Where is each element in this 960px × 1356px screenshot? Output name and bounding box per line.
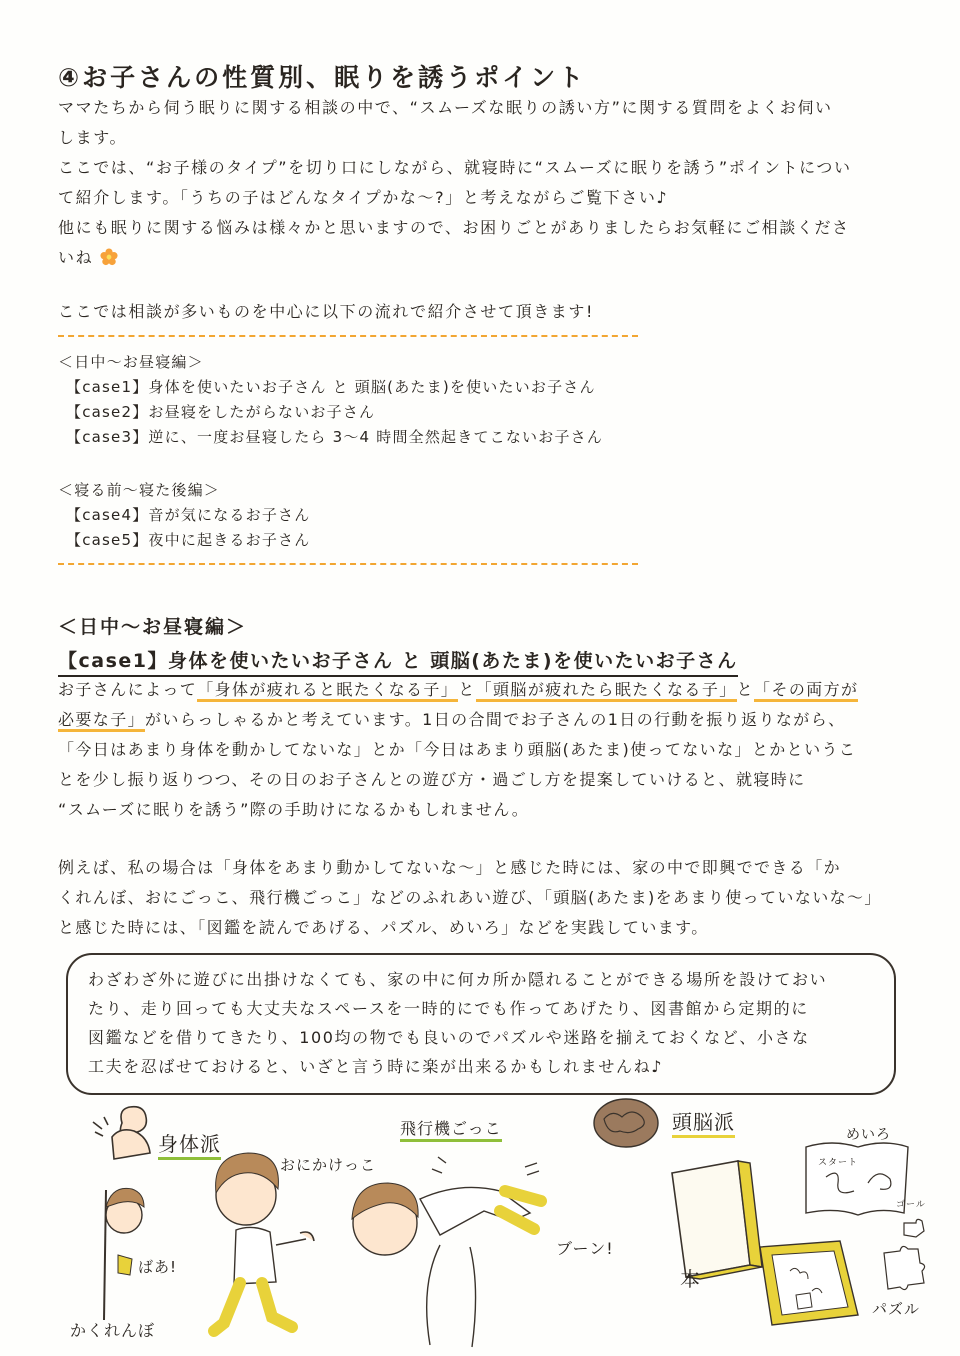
toc-section1-heading: ＜日中～お昼寝編＞ [58,353,204,371]
label-brain-type: 頭脳派 [672,1106,735,1138]
flow-intro: ここでは相談が多いものを中心に以下の流れで紹介させて頂きます! [58,302,595,321]
maze-book-icon [806,1143,908,1215]
airplane-play-icon [352,1157,541,1347]
intro-line-5: 他にも眠りに関する悩みは様々かと思いますので、お困りごとがありましたらお気軽にご相談くださ [58,218,850,237]
label-maze-start: スタート [818,1158,859,1168]
brain-icon [594,1099,658,1147]
text: お子さんによって [58,680,198,699]
intro-line-6-wrap [58,243,118,272]
book-icon [672,1161,762,1279]
example-line-1: 例えば、私の場合は「身体をあまり動かしてないな～」と感じた時には、家の中で即興でできる「か [58,858,842,877]
label-book: 本 [680,1267,701,1291]
case1-line-1 [58,675,858,705]
tip-line-3: 図鑑などを借りてきたり、100均の物でも良いのでパズルや迷路を揃えておくなど、小さな [88,1028,810,1047]
highlight-body: 「身体が疲れると眠たくなる子」 [197,680,458,702]
example-line-2: くれんぼ、おにごっこ、飛行機ごっこ」などのふれあい遊び、「頭脳(あたま)をあまり使っていないな～」 [58,888,882,907]
case1-line-5: “スムーズに眠りを誘う”際の手助けになるかもしれません。 [58,800,530,819]
toc-item-case4: 【case4】音が気になるお子さん [66,506,311,524]
label-meiro: めいろ [846,1127,891,1143]
toc-section2-heading: ＜寝る前～寝た後編＞ [58,481,221,499]
toc-item-case5: 【case5】夜中に起きるお子さん [66,531,311,549]
case1-title: 【case1】身体を使いたいお子さん と 頭脳(あたま)を使いたいお子さん [58,646,738,677]
intro-line-2: します。 [58,128,128,147]
label-hikouki: 飛行機ごっこ [400,1116,502,1142]
flower-icon [100,248,118,266]
label-puzzle: パズル [872,1300,921,1318]
text: と [458,680,476,699]
label-kakurenbo: かくれんぼ [70,1321,156,1340]
section-heading: ＜日中～お昼寝編＞ [58,616,248,638]
text: がいらっしゃるかと考えています。1日の合間でお子さんの1日の行動を振り返りながら、 [145,710,846,729]
label-onigokko: おにかけっこ [280,1156,377,1174]
label-baa: ばあ! [138,1258,178,1276]
dash-divider-top [58,335,638,337]
tip-line-2: たり、走り回っても大丈夫なスペースを一時的にでも作ってあげたり、図書館から定期的に [88,999,809,1018]
toc-item-case3: 【case3】逆に、一度お昼寝したら 3～4 時間全然起きてこないお子さん [66,428,604,446]
intro-line-6: いね [58,248,94,267]
toc-item-case2: 【case2】お昼寝をしたがらないお子さん [66,403,376,421]
hiding-child-icon [104,1188,144,1320]
case1-line-4: とを少し振り返りつつ、その日のお子さんとの遊び方・過ごし方を提案していけると、就寝時に [58,770,806,789]
intro-line-3: ここでは、“お子様のタイプ”を切り口にしながら、就寝時に“スムーズに眠りを誘う”ポイントについ [58,158,852,177]
highlight-both: 「その両方が [754,680,858,702]
toc-item-case1: 【case1】身体を使いたいお子さん と 頭脳(あたま)を使いたいお子さん [66,378,596,396]
case1-line-2 [58,705,846,735]
tip-line-1: わざわざ外に遊びに出掛けなくても、家の中に何カ所か隠れることができる場所を設けておい [88,970,828,989]
highlight-both-end: 必要な子」 [58,710,145,732]
intro-line-1: ママたちから伺う眠りに関する相談の中で、“スムーズな眠りの誘い方”に関する質問をよくお伺い [58,98,833,117]
example-line-3: と感じた時には、「図鑑を読んであげる、パズル、めいろ」などを実践しています。 [58,918,709,937]
tip-line-4: 工夫を忍ばせておけると、いざと言う時に楽が出来るかもしれませんね♪ [88,1057,664,1076]
fist-icon [93,1107,150,1159]
highlight-brain: 「頭脳が疲れたら眠たくなる子」 [476,680,737,702]
label-maze-goal: ゴール [896,1200,926,1210]
running-child-icon [214,1153,314,1331]
label-body-type: 身体派 [158,1128,221,1160]
dash-divider-bottom [58,563,638,565]
intro-line-4: て紹介します。「うちの子はどんなタイプかな～?」と考えながらご覧下さい♪ [58,188,669,207]
text: と [736,680,755,699]
page-title: ④お子さんの性質別、眠りを誘うポイント [58,63,587,92]
case1-line-3: 「今日はあまり身体を動かしてないな」とか「今日はあまり頭脳(あたま)使ってないな」とかというこ [58,740,857,759]
label-buun: ブーン! [556,1239,614,1258]
